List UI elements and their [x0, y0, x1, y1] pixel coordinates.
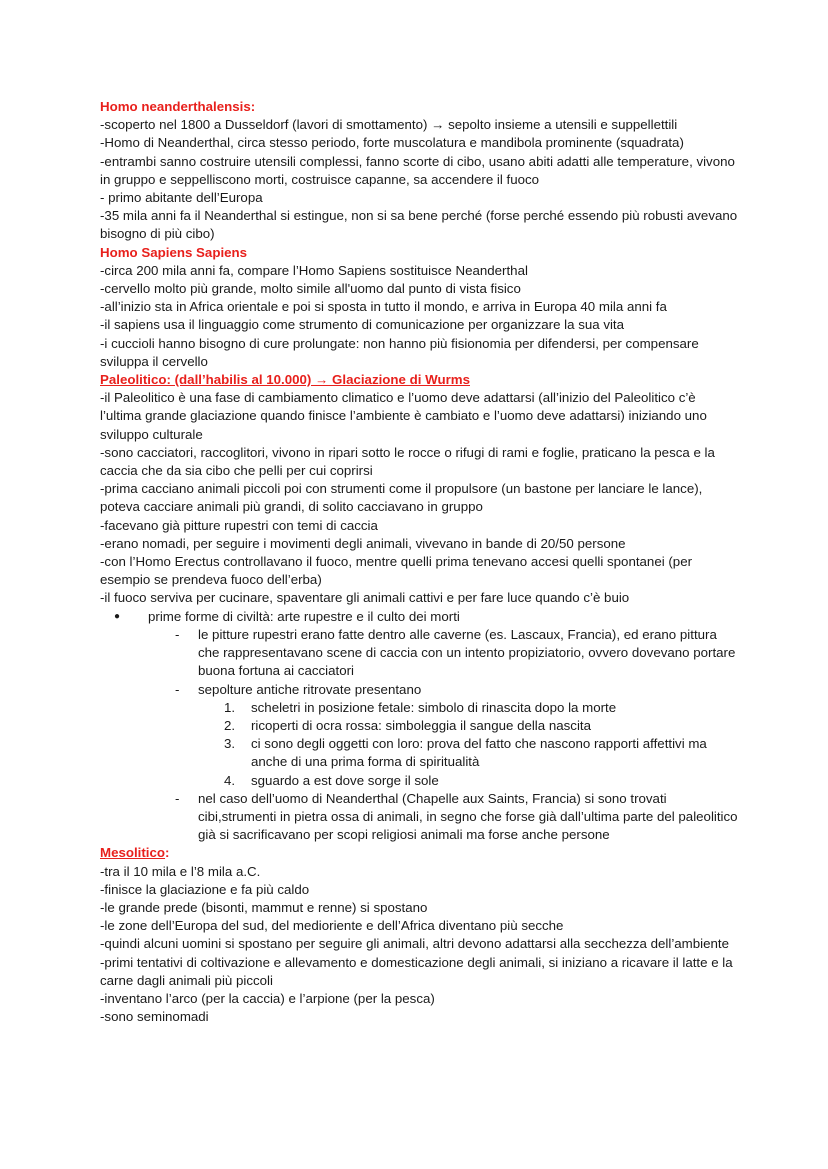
- paleolitico-line: -facevano già pitture rupestri con temi di caccia: [100, 517, 378, 533]
- heading-paleolitico: Paleolitico: (dall’habilis al 10.000) → Glaciazione di Wurms: [100, 372, 470, 388]
- numbered-item: [100, 699, 740, 717]
- bullet-text: prime forme di civiltà: arte rupestre e il culto dei morti: [148, 608, 460, 624]
- document-page: [100, 98, 740, 1026]
- mesolitico-line: -quindi alcuni uomini si spostano per seguire gli animali, altri devono adattarsi alla secchezza dell’ambiente: [100, 936, 729, 952]
- sapiens-line: -i cuccioli hanno bisogno di cure prolungate: non hanno più fisionomia per difendersi, per compensare sviluppa il cervello: [100, 335, 699, 369]
- heading-sapiens: Homo Sapiens Sapiens: [100, 244, 248, 260]
- bullet-marker: ●: [114, 610, 121, 622]
- neanderthal-line: - primo abitante dell’Europa: [100, 190, 263, 206]
- sapiens-line: -cervello molto più grande, molto simile all'uomo dal punto di vista fisico: [100, 281, 521, 297]
- heading-neanderthal: Homo neanderthalensis:: [100, 99, 256, 114]
- numbered-item: [100, 735, 740, 771]
- paleolitico-line: -con l’Homo Erectus controllavano il fuoco, mentre quelli prima tenevano accesi quelli spontanei (per esempio se prendeva fuoco dell’erba): [100, 554, 693, 588]
- neanderthal-line: -entrambi sanno costruire utensili complessi, fanno scorte di cibo, usano abiti adatti alle temperature, vivono in gruppo e seppelliscono morti, costruisce capanne, sa accendere il fuoco: [100, 153, 735, 187]
- heading-mesolitico-colon: :: [165, 845, 170, 861]
- number-marker: 1.: [224, 699, 236, 715]
- neanderthal-line: -scoperto nel 1800 a Dusseldorf (lavori di smottamento) → sepolto insieme a utensili e suppellettili: [100, 117, 678, 133]
- dash-marker: -: [175, 626, 180, 642]
- numbered-text: ci sono degli oggetti con loro: prova del fatto che nascono rapporti affettivi ma anche di una prima forma di spiritualità: [251, 736, 707, 770]
- dash-item: [100, 626, 740, 681]
- dash-text: le pitture rupestri erano fatte dentro alle caverne (es. Lascaux, Francia), ed erano pittura che rappresentavano scene di caccia con un intento propiziatorio, ovvero dovevano portare buona fortuna ai cacciatori: [198, 626, 736, 679]
- mesolitico-line: -inventano l’arco (per la caccia) e l’arpione (per la pesca): [100, 990, 435, 1006]
- numbered-text: sguardo a est dove sorge il sole: [251, 772, 439, 788]
- paleolitico-line: -erano nomadi, per seguire i movimenti degli animali, vivevano in bande di 20/50 persone: [100, 535, 626, 551]
- sapiens-line: -circa 200 mila anni fa, compare l’Homo Sapiens sostituisce Neanderthal: [100, 262, 528, 278]
- neanderthal-line: -35 mila anni fa il Neanderthal si estingue, non si sa bene perché (forse perché essendo più robusti avevano bisogno di più cibo): [100, 208, 738, 242]
- numbered-item: [100, 717, 740, 735]
- paleolitico-line: -prima cacciano animali piccoli poi con strumenti come il propulsore (un bastone per lanciare le lance), poteva cacciare animali più grandi, di solito cacciavano in gruppo: [100, 481, 703, 515]
- sapiens-line: -all’inizio sta in Africa orientale e poi si sposta in tutto il mondo, e arriva in Europa 40 mila anni fa: [100, 299, 667, 315]
- numbered-text: scheletri in posizione fetale: simbolo di rinascita dopo la morte: [251, 699, 617, 715]
- numbered-item: [100, 772, 740, 790]
- number-marker: 3.: [224, 736, 236, 752]
- numbered-text: ricoperti di ocra rossa: simboleggia il sangue della nascita: [251, 717, 591, 733]
- dash-text: sepolture antiche ritrovate presentano: [198, 681, 422, 697]
- bullet-item: [100, 608, 740, 626]
- mesolitico-line: -le grande prede (bisonti, mammut e renne) si spostano: [100, 899, 428, 915]
- dash-text: nel caso dell’uomo di Neanderthal (Chapelle aux Saints, Francia) si sono trovati cibi,strumenti in pietra ossa di animali, in segno che forse già dall’ultima parte del paleolitico già si sacrificavano per scopi religiosi animali ma forse anche persone: [198, 790, 738, 843]
- dash-marker: -: [175, 790, 180, 806]
- mesolitico-line: -finisce la glaciazione e fa più caldo: [100, 881, 310, 897]
- dash-item: [100, 681, 740, 699]
- number-marker: 4.: [224, 772, 236, 788]
- paleolitico-line: -sono cacciatori, raccoglitori, vivono in ripari sotto le rocce o rifugi di rami e foglie, praticano la pesca e la caccia che da sia cibo che pelli per cui coprirsi: [100, 444, 715, 479]
- mesolitico-line: -le zone dell’Europa del sud, del medioriente e dell’Africa diventano più secche: [100, 918, 564, 934]
- number-marker: 2.: [224, 717, 236, 733]
- heading-mesolitico-wrap: [100, 844, 740, 862]
- mesolitico-line: -sono seminomadi: [100, 1009, 209, 1025]
- dash-item: [100, 790, 740, 845]
- neanderthal-line: -Homo di Neanderthal, circa stesso periodo, forte muscolatura e mandibola prominente (squadrata): [100, 135, 684, 151]
- dash-marker: -: [175, 681, 180, 697]
- paleolitico-line: -il Paleolitico è una fase di cambiamento climatico e l’uomo deve adattarsi (all’inizio del Paleolitico c’è l’ultima grande glaciazione quando finisce l’ambiente è cambiato e l’uomo deve adattarsi) iniziando uno sviluppo culturale: [100, 390, 707, 442]
- mesolitico-line: -tra il 10 mila e l’8 mila a.C.: [100, 863, 261, 879]
- mesolitico-line: -primi tentativi di coltivazione e allevamento e domesticazione degli animali, si iniziano a ricavare il latte e la carne dagli animali più piccoli: [100, 954, 733, 988]
- heading-mesolitico: Mesolitico: [100, 845, 166, 861]
- paleolitico-line: -il fuoco serviva per cucinare, spaventare gli animali cattivi e per fare luce quando c’è buio: [100, 590, 630, 606]
- sapiens-line: -il sapiens usa il linguaggio come strumento di comunicazione per organizzare la sua vita: [100, 317, 625, 333]
